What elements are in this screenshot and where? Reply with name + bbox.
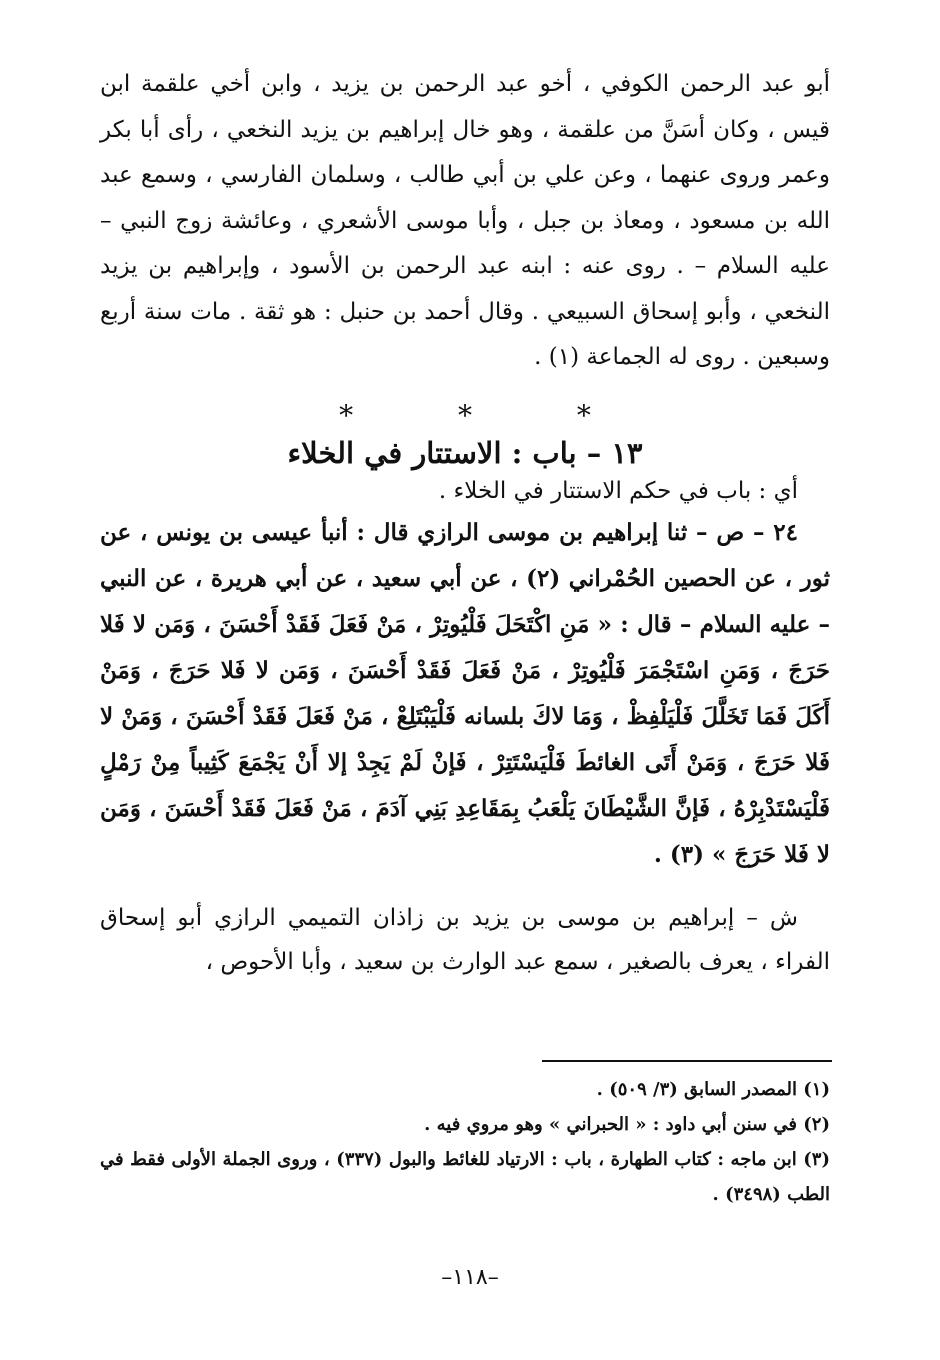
footnote-1: (١) المصدر السابق (٣/ ٥٠٩) . (596, 1079, 830, 1100)
section-separator: * * * (339, 398, 639, 432)
footnote-2: (٢) في سنن أبي داود : « الحبراني » وهو مروي فيه . (424, 1114, 830, 1135)
chapter-gloss: أي : باب في حكم الاستتار في الخلاء . (438, 477, 798, 504)
footnotes (100, 1072, 830, 1212)
hadith-text: ٢٤ – ص – ثنا إبراهيم بن موسى الرازي قال : أنبأ عيسى بن يونس ، عن ثور ، عن الحصين الحُمْراني (٢) ، عن أبي سعيد ، عن أبي هريرة ، عن النبي – عليه السلام – قال : « مَنِ اكْتَحَلَ فَلْيُوتِرْ ، مَنْ فَعَلَ فَقَدْ أَحْسَنَ ، وَمَن لا فَلا حَرَجَ ، وَمَنِ اسْتَجْمَرَ فَلْيُوتِرْ ، مَنْ فَعَلَ فَقَدْ أَحْسَنَ ، وَمَن لا فَلا حَرَجَ ، وَمَنْ أَكَلَ فَمَا تَخَلَّلَ فَلْيَلْفِظْ ، وَمَا لاكَ بلسانه فَلْيَبْتَلِعْ ، مَنْ فَعَلَ فَقَدْ أَحْسَنَ ، وَمَنْ لا فَلا حَرَجَ ، وَمَنْ أَتَى الغائطَ فَلْيَسْتَتِرْ ، فَإنْ لَمْ يَجِدْ إلا أَنْ يَجْمَعَ كَثِيباً مِنْ رَمْلٍ فَلْيَسْتَدْبِرْهُ ، فَإنَّ الشَّيْطَانَ يَلْعَبُ بِمَقَاعِدِ بَنِي آدَمَ ، مَنْ فَعَلَ فَقَدْ أَحْسَنَ ، وَمَن لا فَلا حَرَجَ » (٣) . (100, 518, 830, 868)
footnote-3: (٣) ابن ماجه : كتاب الطهارة ، باب : الارتياد للغائط والبول (٣٣٧) ، وروى الجملة الأولى فقط في الطب (٣٤٩٨) . (100, 1149, 830, 1205)
commentary-text: ش – إبراهيم بن موسى بن يزيد بن زاذان التميمي الرازي أبو إسحاق الفراء ، يعرف بالصغير ، سمع عبد الوارث بن سعيد ، وأبا الأحوص ، (100, 904, 830, 975)
page-number: –١١٨– (441, 1265, 499, 1290)
chapter-heading: ١٣ – باب : الاستتار في الخلاء (287, 435, 643, 470)
footnote-divider (542, 1060, 832, 1062)
biography-paragraph: أبو عبد الرحمن الكوفي ، أخو عبد الرحمن بن يزيد ، وابن أخي علقمة ابن قيس ، وكان أسَنَّ من علقمة ، وهو خال إبراهيم بن يزيد النخعي ، رأى أبا بكر وعمر وروى عنهما ، وعن علي بن أبي طالب ، وسلمان الفارسي ، وسمع عبد الله بن مسعود ، ومعاذ بن جبل ، وأبا موسى الأشعري ، وعائشة زوج النبي – عليه السلام – . روى عنه : ابنه عبد الرحمن بن الأسود ، وإبراهيم بن يزيد النخعي ، وأبو إسحاق السبيعي . وقال أحمد بن حنبل : هو ثقة . مات سنة أربع وسبعين . روى له الجماعة (١) . (100, 71, 830, 370)
page-body (100, 62, 830, 984)
